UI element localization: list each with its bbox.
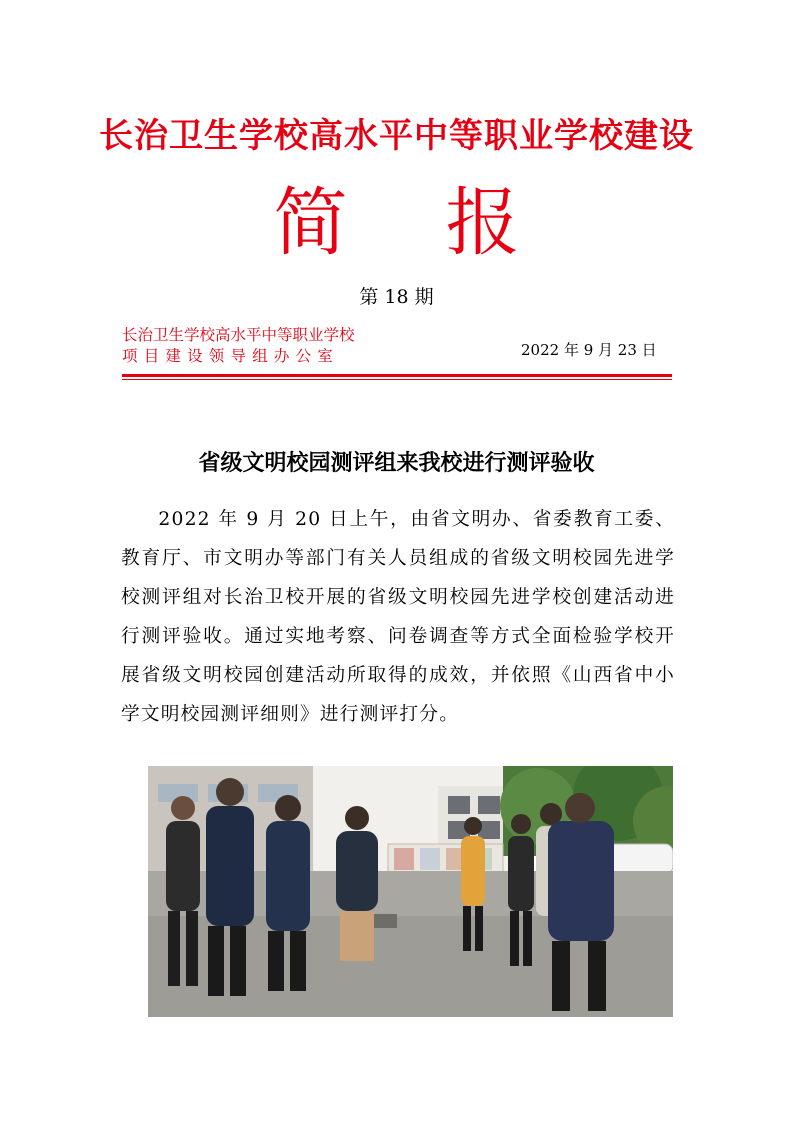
issuer-line-2: 项目建设领导组办公室 bbox=[122, 347, 340, 365]
article-body bbox=[121, 500, 675, 734]
event-photo bbox=[148, 766, 673, 1017]
article-title: 省级文明校园测评组来我校进行测评验收 bbox=[198, 451, 595, 476]
issuer-line-1: 长治卫生学校高水平中等职业学校 bbox=[122, 326, 355, 344]
bulletin-char-jian: 简 bbox=[273, 180, 348, 266]
issue-number: 第 18 期 bbox=[359, 286, 434, 308]
header-title: 长治卫生学校高水平中等职业学校建设 bbox=[99, 116, 694, 156]
issuer bbox=[122, 325, 355, 367]
bulletin-char-bao: 报 bbox=[445, 180, 520, 266]
header-rule-thin bbox=[122, 379, 672, 380]
bulletin-title bbox=[0, 178, 793, 268]
issue-date: 2022 年 9 月 23 日 bbox=[521, 341, 657, 359]
header-rule-thick bbox=[122, 374, 672, 377]
article-paragraph: 2022 年 9 月 20 日上午，由省文明办、省委教育工委、教育厅、市文明办等部门有关人员组成的省级文明校园先进学校测评组对长治卫校开展的省级文明校园先进学校创建活动进行测评验收。通过实地考察、问卷调查等方式全面检验学校开展省级文明校园创建活动所取得的成效，并依照《山西省中小学文明校园测评细则》进行测评打分。 bbox=[121, 509, 675, 725]
